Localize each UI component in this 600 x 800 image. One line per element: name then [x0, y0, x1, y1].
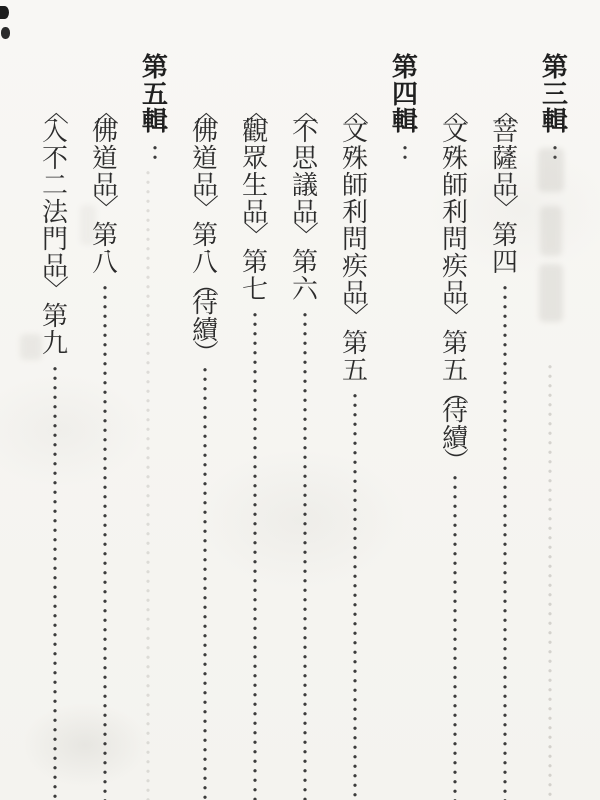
toc-entry-rubuer-famen-pin	[30, 0, 80, 800]
dot-leader	[480, 283, 530, 800]
dot-leader	[330, 391, 380, 800]
toc-heading-volume-5	[130, 0, 180, 800]
toc-heading-text: 第 五 輯	[141, 53, 168, 137]
toc-entry-fodao-pin	[80, 0, 130, 800]
bleedthrough-text-smudge	[20, 334, 42, 360]
bleedthrough-text-smudge	[539, 264, 563, 322]
scan-edge-mark	[1, 27, 10, 39]
bleedthrough-text-smudge	[540, 206, 562, 256]
toc-entry-text: 〈 觀 眾 生 品 〉 第 七	[241, 99, 270, 305]
toc-entry-text: 〈 入 不 二 法 門 品 〉 第 九	[41, 99, 70, 359]
toc-entry-text: 〈 佛 道 品 〉 第 八 （ 待 續 ）	[191, 99, 220, 365]
dot-leader	[80, 283, 130, 800]
dot-leader-short	[130, 143, 180, 163]
bleedthrough-text-smudge	[538, 148, 564, 192]
toc-heading-text: 第 四 輯	[391, 53, 418, 137]
toc-entry-text: 〈 文 殊 師 利 問 疾 品 〉 第 五	[341, 99, 370, 386]
toc-entry-text: 〈 佛 道 品 〉 第 八	[91, 99, 120, 278]
toc-entry-busiyi-pin	[280, 0, 330, 800]
toc-entry-text: 〈 文 殊 師 利 問 疾 品 〉 第 五 （ 待 續 ）	[441, 99, 470, 473]
toc-heading-text: 第 三 輯	[541, 53, 568, 137]
bleedthrough-text-smudge	[80, 205, 96, 245]
toc-entry-fodao-pin-continued	[180, 0, 230, 800]
dot-leader	[30, 364, 80, 800]
toc-entry-text: 〈 不 思 議 品 〉 第 六	[291, 99, 320, 305]
dot-leader	[180, 365, 230, 800]
dot-leader	[280, 310, 330, 800]
dot-leader	[430, 473, 480, 800]
scan-edge-mark	[0, 6, 9, 19]
bleedthrough-dot-column	[143, 168, 153, 800]
toc-entry-text: 〈 菩 薩 品 〉 第 四	[491, 99, 520, 278]
bleedthrough-dot-column	[545, 362, 555, 800]
toc-entry-pusa-pin	[480, 0, 530, 800]
toc-entry-wenshu-wenji-pin	[330, 0, 380, 800]
toc-entry-wenshu-wenji-pin-continued	[430, 0, 480, 800]
dot-leader	[230, 310, 280, 800]
toc-heading-volume-4	[380, 0, 430, 800]
toc-heading-volume-3	[530, 0, 580, 800]
toc-entry-guanzhongsheng-pin	[230, 0, 280, 800]
dot-leader-short	[380, 143, 430, 163]
